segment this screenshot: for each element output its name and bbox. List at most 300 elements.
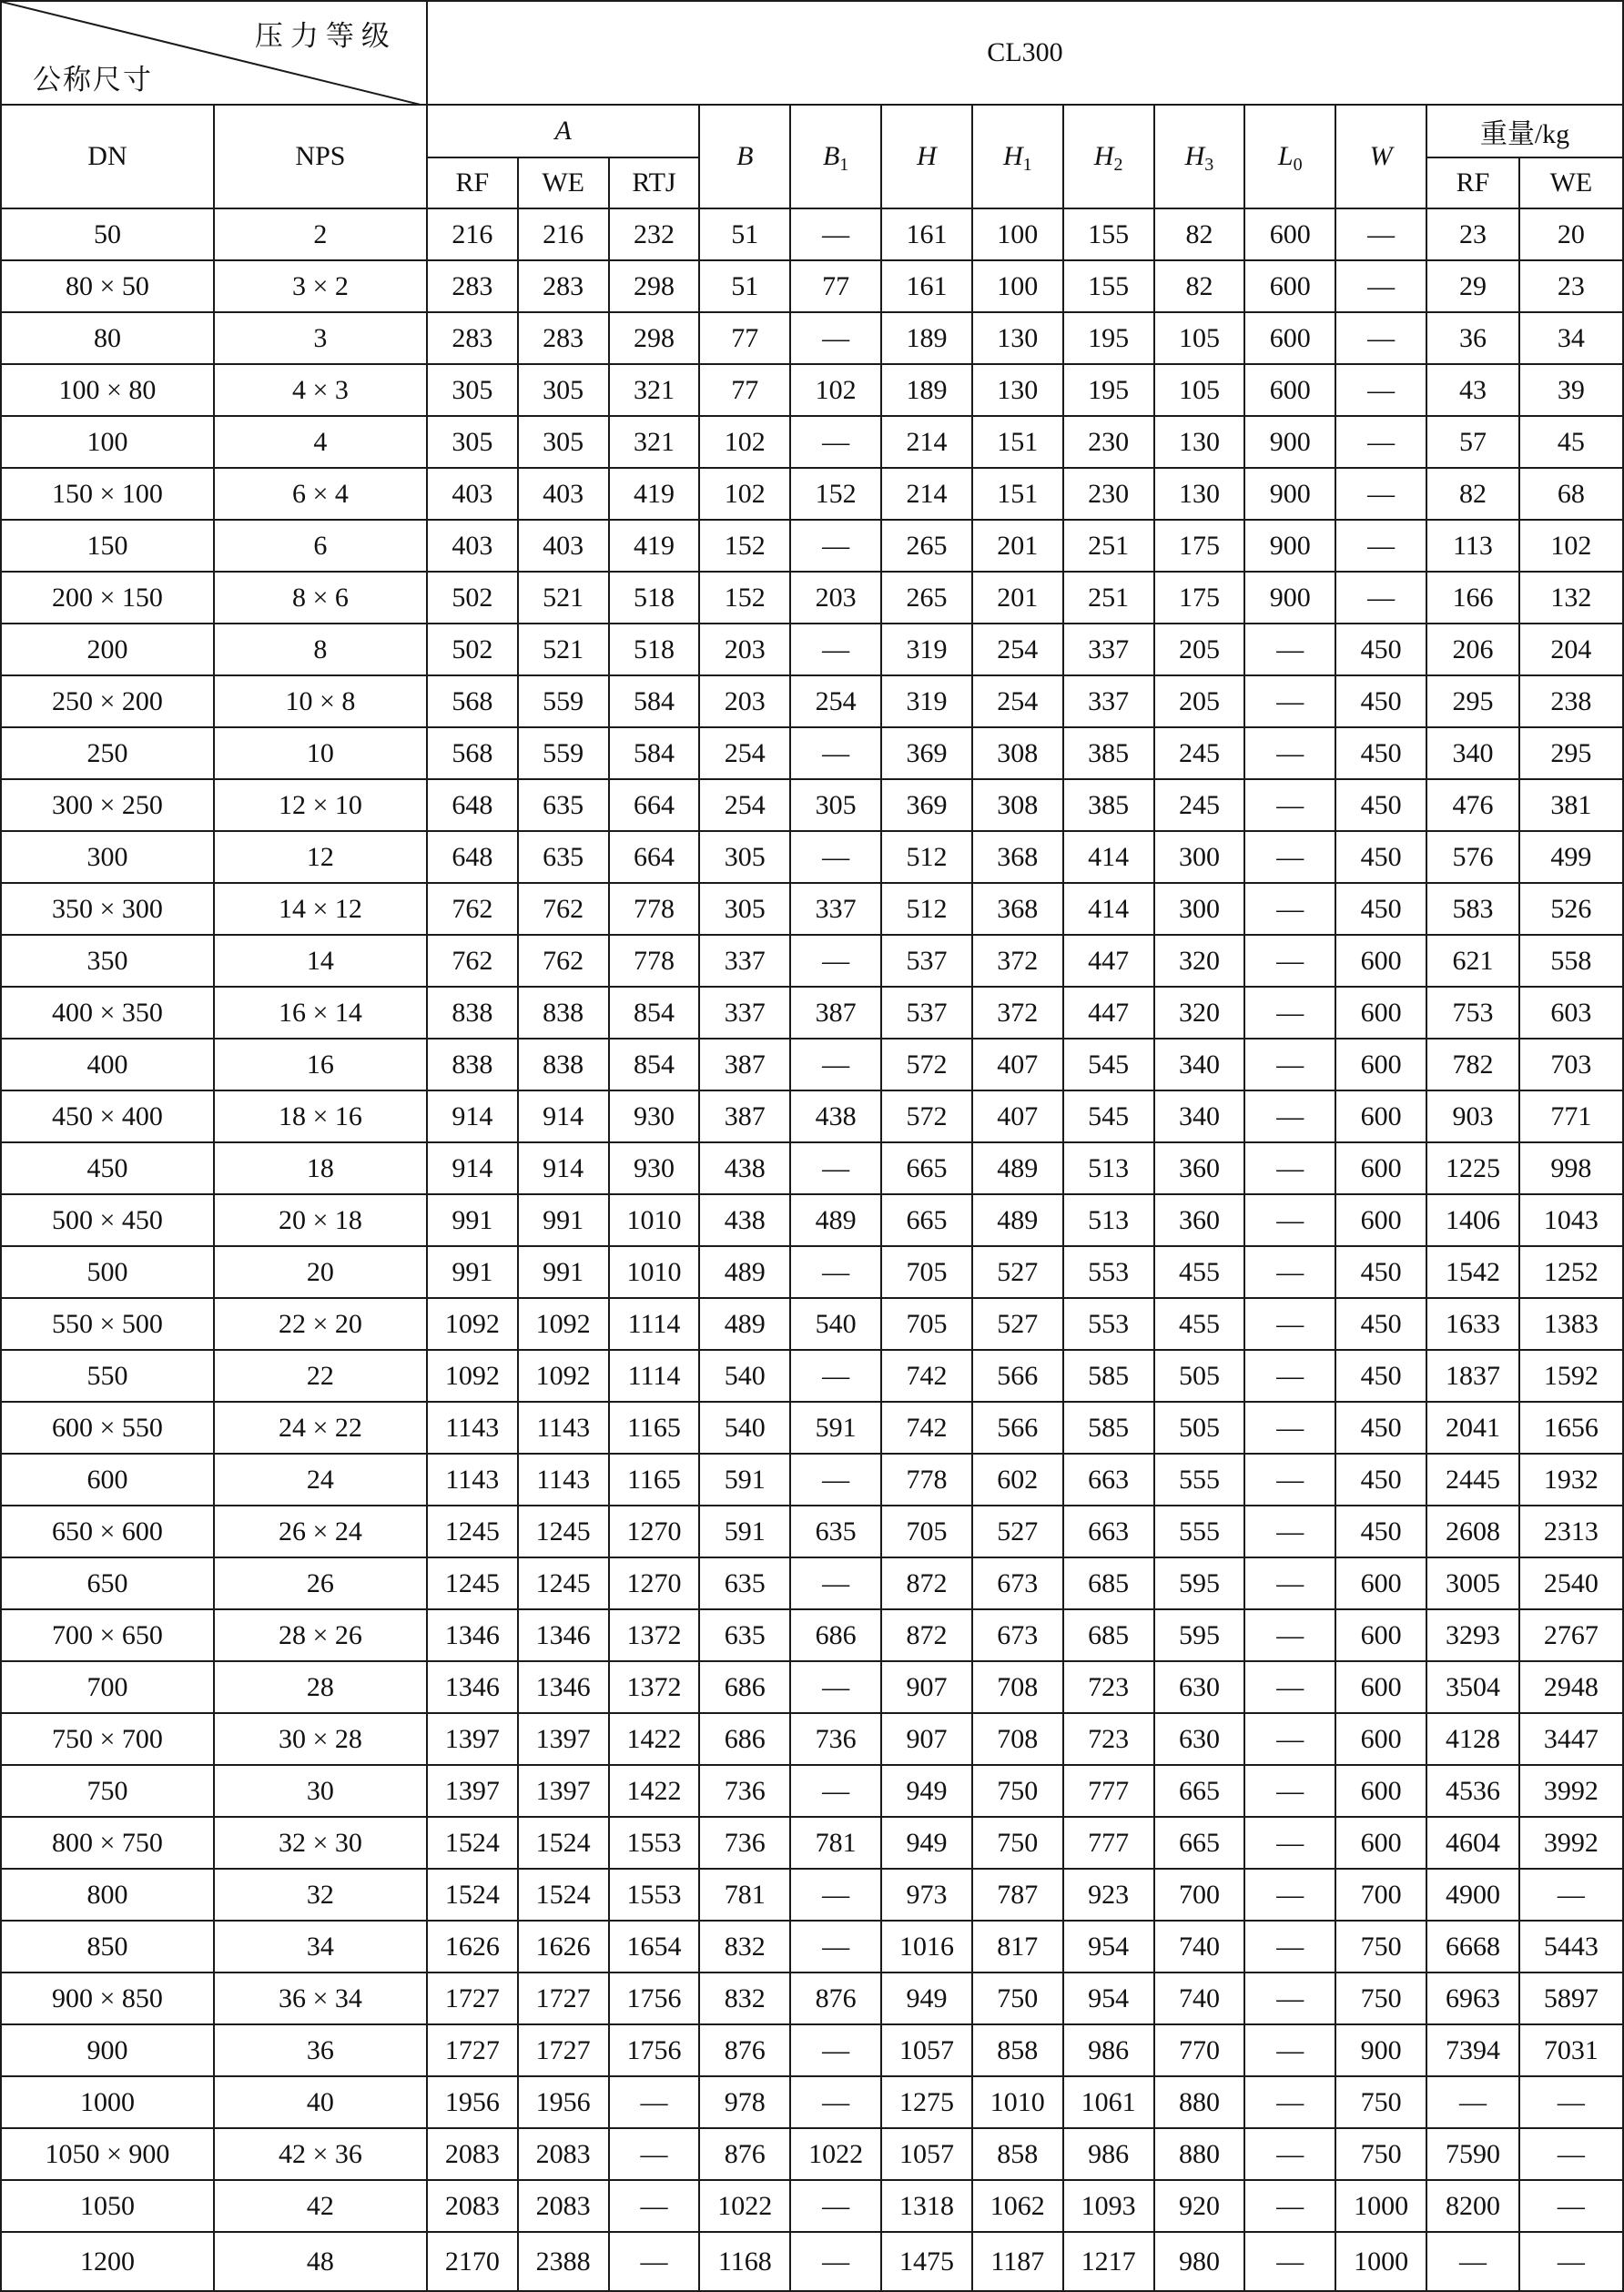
- table-row: [1, 1713, 1623, 1765]
- table-cell: 489: [790, 1194, 881, 1246]
- table-cell: 360: [1154, 1194, 1245, 1246]
- table-cell: 1050: [1, 2180, 214, 2232]
- table-cell: 781: [699, 1869, 790, 1921]
- table-row: [1, 1973, 1623, 2024]
- b1-subscript: 1: [839, 155, 849, 175]
- table-cell: 762: [427, 883, 518, 935]
- table-cell: 700 × 650: [1, 1609, 214, 1661]
- table-cell: 489: [972, 1142, 1063, 1194]
- a-we-header: WE: [518, 157, 609, 208]
- table-cell: 635: [699, 1609, 790, 1661]
- table-cell: —: [609, 2180, 700, 2232]
- table-row: [1, 1609, 1623, 1661]
- table-cell: 295: [1426, 675, 1519, 727]
- table-cell: 205: [1154, 675, 1245, 727]
- table-cell: 1346: [427, 1661, 518, 1713]
- table-cell: 2083: [518, 2180, 609, 2232]
- table-cell: 387: [699, 1090, 790, 1142]
- table-cell: 7031: [1519, 2024, 1623, 2076]
- table-cell: 26: [214, 1557, 427, 1609]
- table-cell: 1200: [1, 2232, 214, 2291]
- table-cell: 251: [1063, 572, 1154, 624]
- table-cell: —: [1244, 1090, 1335, 1142]
- table-cell: 385: [1063, 779, 1154, 831]
- table-cell: 151: [972, 468, 1063, 520]
- table-cell: —: [1244, 1350, 1335, 1402]
- table-row: [1, 260, 1623, 312]
- table-cell: 321: [609, 364, 700, 416]
- table-cell: 1956: [427, 2076, 518, 2128]
- table-cell: —: [790, 1921, 881, 1973]
- table-cell: 8200: [1426, 2180, 1519, 2232]
- table-cell: 450 × 400: [1, 1090, 214, 1142]
- table-cell: 77: [699, 312, 790, 364]
- table-body: [1, 208, 1623, 2291]
- table-cell: 648: [427, 779, 518, 831]
- table-cell: 489: [699, 1246, 790, 1298]
- table-cell: 100 × 80: [1, 364, 214, 416]
- table-cell: 2608: [1426, 1506, 1519, 1557]
- table-cell: 254: [972, 675, 1063, 727]
- table-cell: 189: [881, 364, 972, 416]
- table-cell: 450: [1335, 1454, 1426, 1506]
- table-cell: —: [1335, 260, 1426, 312]
- table-cell: 600: [1335, 1194, 1426, 1246]
- table-cell: 102: [699, 468, 790, 520]
- table-cell: 537: [881, 935, 972, 987]
- table-row: [1, 883, 1623, 935]
- table-cell: 6963: [1426, 1973, 1519, 2024]
- table-cell: 216: [427, 208, 518, 260]
- table-cell: 5897: [1519, 1973, 1623, 2024]
- table-cell: 1252: [1519, 1246, 1623, 1298]
- table-cell: 102: [1519, 520, 1623, 572]
- table-cell: 251: [1063, 520, 1154, 572]
- table-cell: 685: [1063, 1557, 1154, 1609]
- table-cell: 1062: [972, 2180, 1063, 2232]
- table-cell: 1092: [518, 1350, 609, 1402]
- table-cell: 736: [699, 1765, 790, 1817]
- table-cell: 1626: [518, 1921, 609, 1973]
- table-cell: —: [790, 2232, 881, 2291]
- table-cell: 340: [1426, 727, 1519, 779]
- table-cell: 1000: [1335, 2232, 1426, 2291]
- table-cell: 600: [1335, 1713, 1426, 1765]
- h3-subscript: 3: [1204, 155, 1214, 175]
- table-cell: 166: [1426, 572, 1519, 624]
- table-cell: 100: [972, 260, 1063, 312]
- table-row: [1, 624, 1623, 675]
- table-cell: —: [1244, 2180, 1335, 2232]
- table-cell: 450: [1335, 779, 1426, 831]
- table-row: [1, 364, 1623, 416]
- table-cell: —: [1335, 208, 1426, 260]
- table-cell: 387: [699, 1039, 790, 1090]
- table-cell: 600 × 550: [1, 1402, 214, 1454]
- table-cell: 771: [1519, 1090, 1623, 1142]
- table-cell: —: [790, 1246, 881, 1298]
- table-cell: 400: [1, 1039, 214, 1090]
- table-cell: 787: [972, 1869, 1063, 1921]
- table-cell: 82: [1154, 260, 1245, 312]
- table-cell: 1275: [881, 2076, 972, 2128]
- table-cell: 455: [1154, 1246, 1245, 1298]
- table-cell: 1143: [518, 1454, 609, 1506]
- table-cell: 700: [1, 1661, 214, 1713]
- table-row: [1, 779, 1623, 831]
- table-cell: 152: [790, 468, 881, 520]
- table-cell: 254: [699, 727, 790, 779]
- table-cell: 34: [214, 1921, 427, 1973]
- table-cell: —: [1244, 1713, 1335, 1765]
- l0-subscript: 0: [1293, 155, 1303, 175]
- table-cell: 204: [1519, 624, 1623, 675]
- table-cell: 782: [1426, 1039, 1519, 1090]
- table-cell: 723: [1063, 1713, 1154, 1765]
- table-cell: 80 × 50: [1, 260, 214, 312]
- table-cell: 455: [1154, 1298, 1245, 1350]
- table-cell: 201: [972, 572, 1063, 624]
- weight-rf-header: RF: [1426, 157, 1519, 208]
- table-cell: 603: [1519, 987, 1623, 1039]
- table-cell: 880: [1154, 2128, 1245, 2180]
- table-cell: 489: [972, 1194, 1063, 1246]
- table-cell: 130: [972, 312, 1063, 364]
- table-cell: 991: [427, 1246, 518, 1298]
- table-cell: 1524: [518, 1869, 609, 1921]
- table-cell: 245: [1154, 779, 1245, 831]
- table-cell: 1061: [1063, 2076, 1154, 2128]
- table-cell: 770: [1154, 2024, 1245, 2076]
- table-cell: 762: [518, 935, 609, 987]
- table-row: [1, 2180, 1623, 2232]
- table-cell: 4900: [1426, 1869, 1519, 1921]
- dn-header: DN: [1, 105, 214, 208]
- table-cell: 214: [881, 468, 972, 520]
- table-cell: —: [790, 624, 881, 675]
- table-cell: 28 × 26: [214, 1609, 427, 1661]
- table-cell: 576: [1426, 831, 1519, 883]
- table-cell: 39: [1519, 364, 1623, 416]
- table-cell: —: [1426, 2076, 1519, 2128]
- table-cell: 1143: [427, 1402, 518, 1454]
- table-cell: 337: [699, 987, 790, 1039]
- table-cell: 200: [1, 624, 214, 675]
- table-cell: 527: [972, 1506, 1063, 1557]
- table-cell: 6668: [1426, 1921, 1519, 1973]
- table-cell: 308: [972, 727, 1063, 779]
- table-cell: —: [1244, 2128, 1335, 2180]
- table-cell: 555: [1154, 1506, 1245, 1557]
- table-cell: 447: [1063, 935, 1154, 987]
- table-cell: 100: [972, 208, 1063, 260]
- table-cell: 1245: [518, 1506, 609, 1557]
- table-cell: 1397: [427, 1765, 518, 1817]
- table-cell: 450: [1335, 1506, 1426, 1557]
- table-cell: —: [1244, 2024, 1335, 2076]
- b1-letter: B: [822, 141, 840, 171]
- table-cell: 505: [1154, 1350, 1245, 1402]
- table-row: [1, 1194, 1623, 1246]
- table-cell: —: [1244, 624, 1335, 675]
- table-cell: 600: [1244, 208, 1335, 260]
- table-cell: 419: [609, 520, 700, 572]
- table-cell: 254: [972, 624, 1063, 675]
- table-cell: 1422: [609, 1713, 700, 1765]
- table-cell: 914: [427, 1090, 518, 1142]
- table-cell: 320: [1154, 987, 1245, 1039]
- table-cell: 12 × 10: [214, 779, 427, 831]
- table-cell: 82: [1154, 208, 1245, 260]
- table-cell: 51: [699, 260, 790, 312]
- table-cell: 914: [427, 1142, 518, 1194]
- a-rf-header: RF: [427, 157, 518, 208]
- table-cell: 29: [1426, 260, 1519, 312]
- table-cell: —: [790, 520, 881, 572]
- table-cell: 4 × 3: [214, 364, 427, 416]
- table-cell: 305: [518, 364, 609, 416]
- table-cell: 838: [427, 987, 518, 1039]
- table-cell: 45: [1519, 416, 1623, 468]
- table-cell: 161: [881, 208, 972, 260]
- table-cell: —: [790, 935, 881, 987]
- table-cell: 635: [699, 1557, 790, 1609]
- table-cell: 876: [699, 2024, 790, 2076]
- table-cell: —: [1335, 364, 1426, 416]
- table-cell: 817: [972, 1921, 1063, 1973]
- table-cell: 635: [790, 1506, 881, 1557]
- table-cell: 438: [699, 1142, 790, 1194]
- table-cell: 7394: [1426, 2024, 1519, 2076]
- table-cell: 450: [1335, 675, 1426, 727]
- table-cell: 545: [1063, 1090, 1154, 1142]
- table-cell: 900 × 850: [1, 1973, 214, 2024]
- table-cell: 57: [1426, 416, 1519, 468]
- table-cell: —: [790, 2076, 881, 2128]
- l0-header: [1244, 105, 1335, 208]
- table-cell: 254: [790, 675, 881, 727]
- table-cell: 450: [1335, 1350, 1426, 1402]
- table-cell: 295: [1519, 727, 1623, 779]
- h1-letter: H: [1002, 141, 1023, 171]
- table-cell: 1553: [609, 1869, 700, 1921]
- table-cell: 1553: [609, 1817, 700, 1869]
- table-row: [1, 1298, 1623, 1350]
- table-cell: 900: [1244, 468, 1335, 520]
- table-row: [1, 2128, 1623, 2180]
- table-cell: 385: [1063, 727, 1154, 779]
- table-cell: —: [790, 312, 881, 364]
- table-cell: 686: [699, 1661, 790, 1713]
- table-cell: 858: [972, 2024, 1063, 2076]
- table-cell: 36 × 34: [214, 1973, 427, 2024]
- table-cell: 32: [214, 1869, 427, 1921]
- table-cell: 283: [427, 312, 518, 364]
- table-cell: 954: [1063, 1973, 1154, 2024]
- table-cell: —: [1244, 1402, 1335, 1454]
- table-cell: 175: [1154, 572, 1245, 624]
- table-cell: 150 × 100: [1, 468, 214, 520]
- table-cell: —: [609, 2076, 700, 2128]
- table-cell: 602: [972, 1454, 1063, 1506]
- table-cell: 4: [214, 416, 427, 468]
- table-cell: 750: [1335, 2076, 1426, 2128]
- table-cell: 1000: [1335, 2180, 1426, 2232]
- table-cell: 750: [972, 1765, 1063, 1817]
- table-cell: 591: [790, 1402, 881, 1454]
- table-cell: —: [1244, 1557, 1335, 1609]
- table-cell: 838: [518, 1039, 609, 1090]
- table-cell: 175: [1154, 520, 1245, 572]
- table-cell: 3005: [1426, 1557, 1519, 1609]
- table-cell: 566: [972, 1350, 1063, 1402]
- table-row: [1, 675, 1623, 727]
- table-cell: 900: [1, 2024, 214, 2076]
- table-cell: 2083: [518, 2128, 609, 2180]
- table-cell: 22 × 20: [214, 1298, 427, 1350]
- table-cell: —: [1244, 727, 1335, 779]
- table-cell: 778: [881, 1454, 972, 1506]
- table-cell: 3504: [1426, 1661, 1519, 1713]
- table-cell: 369: [881, 727, 972, 779]
- table-cell: 1318: [881, 2180, 972, 2232]
- b1-header: [790, 105, 881, 208]
- table-cell: 1057: [881, 2128, 972, 2180]
- table-cell: 1475: [881, 2232, 972, 2291]
- table-cell: —: [790, 2180, 881, 2232]
- table-cell: —: [790, 1142, 881, 1194]
- table-cell: 750: [1, 1765, 214, 1817]
- table-cell: 1727: [518, 1973, 609, 2024]
- table-row: [1, 208, 1623, 260]
- table-cell: 900: [1335, 2024, 1426, 2076]
- table-cell: 1043: [1519, 1194, 1623, 1246]
- table-cell: 151: [972, 416, 1063, 468]
- table-cell: —: [790, 1557, 881, 1609]
- table-cell: —: [1244, 1246, 1335, 1298]
- table-cell: 736: [699, 1817, 790, 1869]
- table-cell: 20: [214, 1246, 427, 1298]
- table-cell: 2540: [1519, 1557, 1623, 1609]
- table-cell: 572: [881, 1090, 972, 1142]
- table-cell: 77: [790, 260, 881, 312]
- table-cell: —: [609, 2128, 700, 2180]
- table-cell: —: [1426, 2232, 1519, 2291]
- l0-letter: L: [1277, 141, 1294, 171]
- table-cell: 540: [790, 1298, 881, 1350]
- table-cell: 3 × 2: [214, 260, 427, 312]
- table-cell: 283: [518, 260, 609, 312]
- table-cell: 1245: [518, 1557, 609, 1609]
- h2-subscript: 2: [1113, 155, 1123, 175]
- table-row: [1, 2076, 1623, 2128]
- table-cell: 750: [1335, 1921, 1426, 1973]
- table-cell: 450: [1335, 624, 1426, 675]
- table-cell: 1524: [427, 1817, 518, 1869]
- table-cell: 403: [518, 468, 609, 520]
- table-cell: 152: [699, 520, 790, 572]
- table-cell: 450: [1335, 1298, 1426, 1350]
- table-cell: 778: [609, 935, 700, 987]
- table-cell: 369: [881, 779, 972, 831]
- table-cell: 686: [790, 1609, 881, 1661]
- table-row: [1, 1039, 1623, 1090]
- table-cell: 650 × 600: [1, 1506, 214, 1557]
- table-cell: 1372: [609, 1609, 700, 1661]
- table-row: [1, 1817, 1623, 1869]
- table-cell: 991: [518, 1194, 609, 1246]
- table-cell: 923: [1063, 1869, 1154, 1921]
- table-cell: 1727: [427, 1973, 518, 2024]
- table-cell: 4128: [1426, 1713, 1519, 1765]
- nominal-size-label: 公称尺寸: [33, 64, 153, 96]
- table-cell: —: [1244, 1039, 1335, 1090]
- table-cell: —: [1519, 2180, 1623, 2232]
- table-cell: 973: [881, 1869, 972, 1921]
- table-cell: —: [1244, 1142, 1335, 1194]
- table-cell: 600: [1335, 1090, 1426, 1142]
- table-cell: 189: [881, 312, 972, 364]
- table-cell: 705: [881, 1246, 972, 1298]
- table-cell: 650: [1, 1557, 214, 1609]
- table-cell: 161: [881, 260, 972, 312]
- table-cell: 6: [214, 520, 427, 572]
- table-cell: 132: [1519, 572, 1623, 624]
- table-row: [1, 1350, 1623, 1402]
- table-cell: 665: [881, 1142, 972, 1194]
- table-cell: 250 × 200: [1, 675, 214, 727]
- table-cell: 130: [1154, 416, 1245, 468]
- table-cell: 991: [427, 1194, 518, 1246]
- table-cell: 907: [881, 1661, 972, 1713]
- table-cell: 16 × 14: [214, 987, 427, 1039]
- table-cell: 900: [1244, 416, 1335, 468]
- table-cell: 80: [1, 312, 214, 364]
- table-cell: 750: [1335, 1973, 1426, 2024]
- table-cell: 308: [972, 779, 1063, 831]
- table-cell: 337: [790, 883, 881, 935]
- table-cell: 663: [1063, 1454, 1154, 1506]
- table-cell: 298: [609, 312, 700, 364]
- table-cell: 1245: [427, 1557, 518, 1609]
- table-cell: 320: [1154, 935, 1245, 987]
- table-row: [1, 1246, 1623, 1298]
- table-cell: 30 × 28: [214, 1713, 427, 1765]
- table-cell: 553: [1063, 1298, 1154, 1350]
- table-cell: 298: [609, 260, 700, 312]
- table-cell: 414: [1063, 883, 1154, 935]
- table-cell: 1633: [1426, 1298, 1519, 1350]
- table-cell: 18 × 16: [214, 1090, 427, 1142]
- table-cell: 1524: [518, 1817, 609, 1869]
- table-cell: 3447: [1519, 1713, 1623, 1765]
- table-cell: 130: [1154, 468, 1245, 520]
- table-cell: 155: [1063, 260, 1154, 312]
- table-cell: 16: [214, 1039, 427, 1090]
- table-cell: 663: [1063, 1506, 1154, 1557]
- table-cell: —: [1244, 1973, 1335, 2024]
- table-cell: 742: [881, 1402, 972, 1454]
- table-cell: 630: [1154, 1713, 1245, 1765]
- table-cell: 203: [699, 624, 790, 675]
- table-cell: 553: [1063, 1246, 1154, 1298]
- table-cell: —: [1244, 987, 1335, 1039]
- table-cell: 838: [427, 1039, 518, 1090]
- a-rtj-header: RTJ: [609, 157, 700, 208]
- table-cell: 450: [1335, 1402, 1426, 1454]
- table-cell: 559: [518, 727, 609, 779]
- table-cell: 500 × 450: [1, 1194, 214, 1246]
